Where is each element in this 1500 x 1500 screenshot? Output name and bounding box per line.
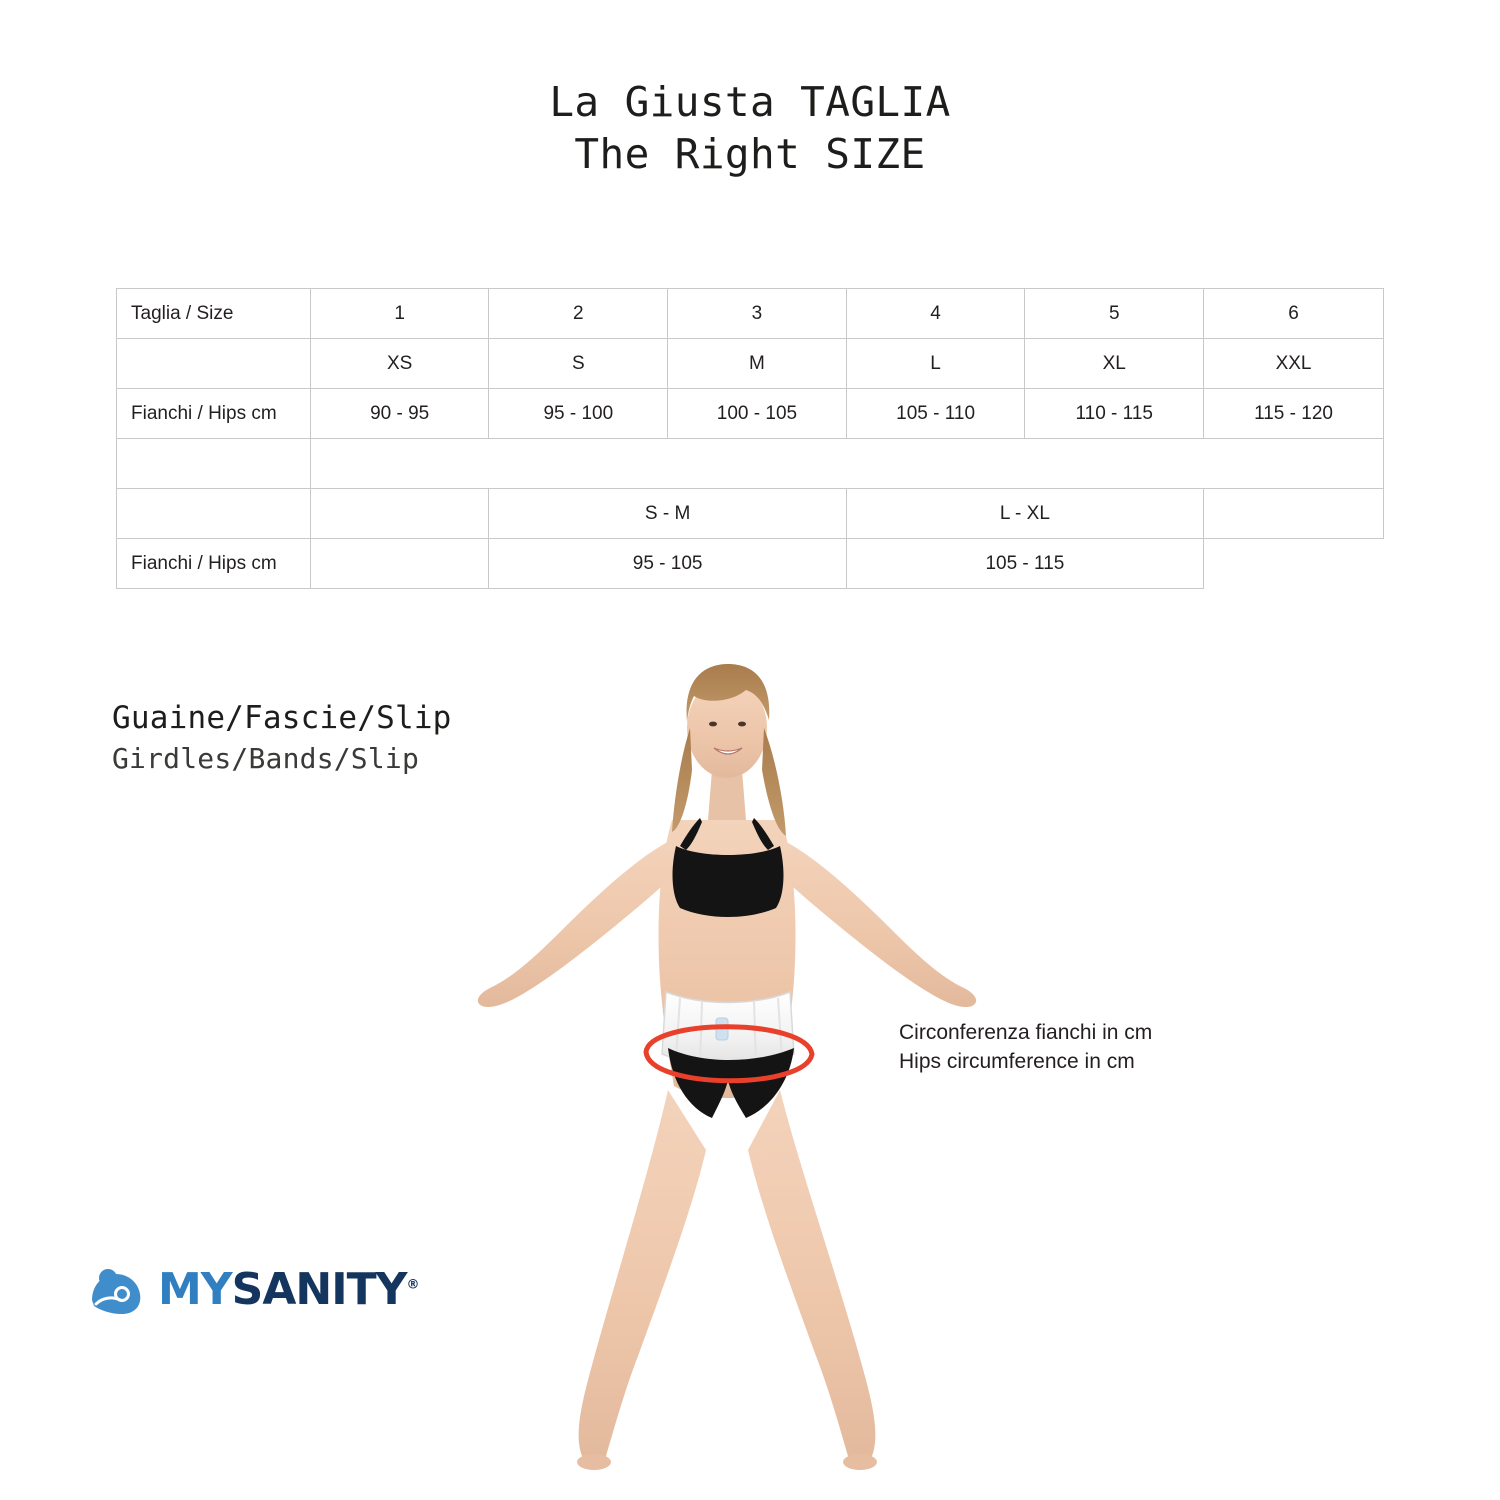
left-leg bbox=[579, 1090, 706, 1465]
section-heading-italian: Guaine/Fascie/Slip bbox=[112, 700, 452, 736]
cell-combined-blank-right bbox=[1204, 489, 1384, 539]
cell-combined-hips-blank-left bbox=[310, 539, 489, 589]
sports-bra bbox=[673, 846, 784, 917]
hair-left bbox=[672, 728, 692, 832]
table-row-spacer bbox=[117, 439, 1384, 489]
cell-hips-4: 105 - 110 bbox=[846, 389, 1025, 439]
cell-combined-hips-l-xl: 105 - 115 bbox=[846, 539, 1203, 589]
cell-size-2: 2 bbox=[489, 289, 668, 339]
cell-combined-hips-s-m: 95 - 105 bbox=[489, 539, 846, 589]
size-chart-table-wrapper bbox=[116, 288, 1384, 589]
cell-hips-1: 90 - 95 bbox=[310, 389, 489, 439]
left-arm bbox=[478, 836, 688, 1007]
table-row-combined-hips bbox=[117, 539, 1384, 589]
section-heading-english: Girdles/Bands/Slip bbox=[112, 741, 420, 775]
cell-letter-m: M bbox=[668, 339, 847, 389]
page-title bbox=[0, 78, 1500, 179]
cell-hips-5: 110 - 115 bbox=[1025, 389, 1204, 439]
cell-hips-3: 100 - 105 bbox=[668, 389, 847, 439]
cell-label-size: Taglia / Size bbox=[117, 289, 311, 339]
cell-hips-2: 95 - 100 bbox=[489, 389, 668, 439]
cell-letter-xxl: XXL bbox=[1204, 339, 1384, 389]
size-chart-table bbox=[116, 288, 1384, 589]
hair-right bbox=[762, 728, 786, 836]
registered-mark: ® bbox=[406, 1276, 419, 1292]
right-eye bbox=[738, 722, 746, 727]
mother-child-icon bbox=[86, 1258, 148, 1320]
cell-combined-hips-blank-right bbox=[1204, 539, 1384, 589]
cell-spacer-label bbox=[117, 439, 311, 489]
table-row-hips bbox=[117, 389, 1384, 439]
title-line-italian: La Giusta TAGLIA bbox=[549, 78, 951, 126]
table-row-combined-sizes bbox=[117, 489, 1384, 539]
right-leg bbox=[748, 1090, 875, 1465]
cell-letter-xs: XS bbox=[310, 339, 489, 389]
right-arm bbox=[766, 836, 976, 1007]
cell-combined-s-m: S - M bbox=[489, 489, 846, 539]
right-foot bbox=[843, 1454, 877, 1470]
cell-label-hips-2: Fianchi / Hips cm bbox=[117, 539, 311, 589]
logo-text-my: MY bbox=[158, 1263, 232, 1315]
cell-size-1: 1 bbox=[310, 289, 489, 339]
cell-letter-l: L bbox=[846, 339, 1025, 389]
cell-hips-6: 115 - 120 bbox=[1204, 389, 1384, 439]
cell-label-empty-2 bbox=[117, 489, 311, 539]
cell-label-empty-1 bbox=[117, 339, 311, 389]
cell-letter-s: S bbox=[489, 339, 668, 389]
cell-combined-l-xl: L - XL bbox=[846, 489, 1203, 539]
caption-english: Hips circumference in cm bbox=[899, 1050, 1135, 1074]
cell-label-hips: Fianchi / Hips cm bbox=[117, 389, 311, 439]
table-row-size-numeric bbox=[117, 289, 1384, 339]
left-foot bbox=[577, 1454, 611, 1470]
caption-italian: Circonferenza fianchi in cm bbox=[899, 1021, 1153, 1044]
cell-size-5: 5 bbox=[1025, 289, 1204, 339]
cell-size-3: 3 bbox=[668, 289, 847, 339]
left-eye bbox=[709, 722, 717, 727]
logo-wordmark bbox=[158, 1264, 418, 1315]
cell-combined-blank-left bbox=[310, 489, 489, 539]
hips-circumference-caption bbox=[899, 1018, 1152, 1077]
cell-size-6: 6 bbox=[1204, 289, 1384, 339]
mysanity-logo bbox=[86, 1258, 418, 1320]
cell-size-4: 4 bbox=[846, 289, 1025, 339]
cell-spacer-wide bbox=[310, 439, 1383, 489]
logo-text-sanity: SANITY bbox=[231, 1263, 407, 1315]
table-row-size-letter bbox=[117, 339, 1384, 389]
cell-letter-xl: XL bbox=[1025, 339, 1204, 389]
title-line-english: The Right SIZE bbox=[574, 130, 926, 179]
